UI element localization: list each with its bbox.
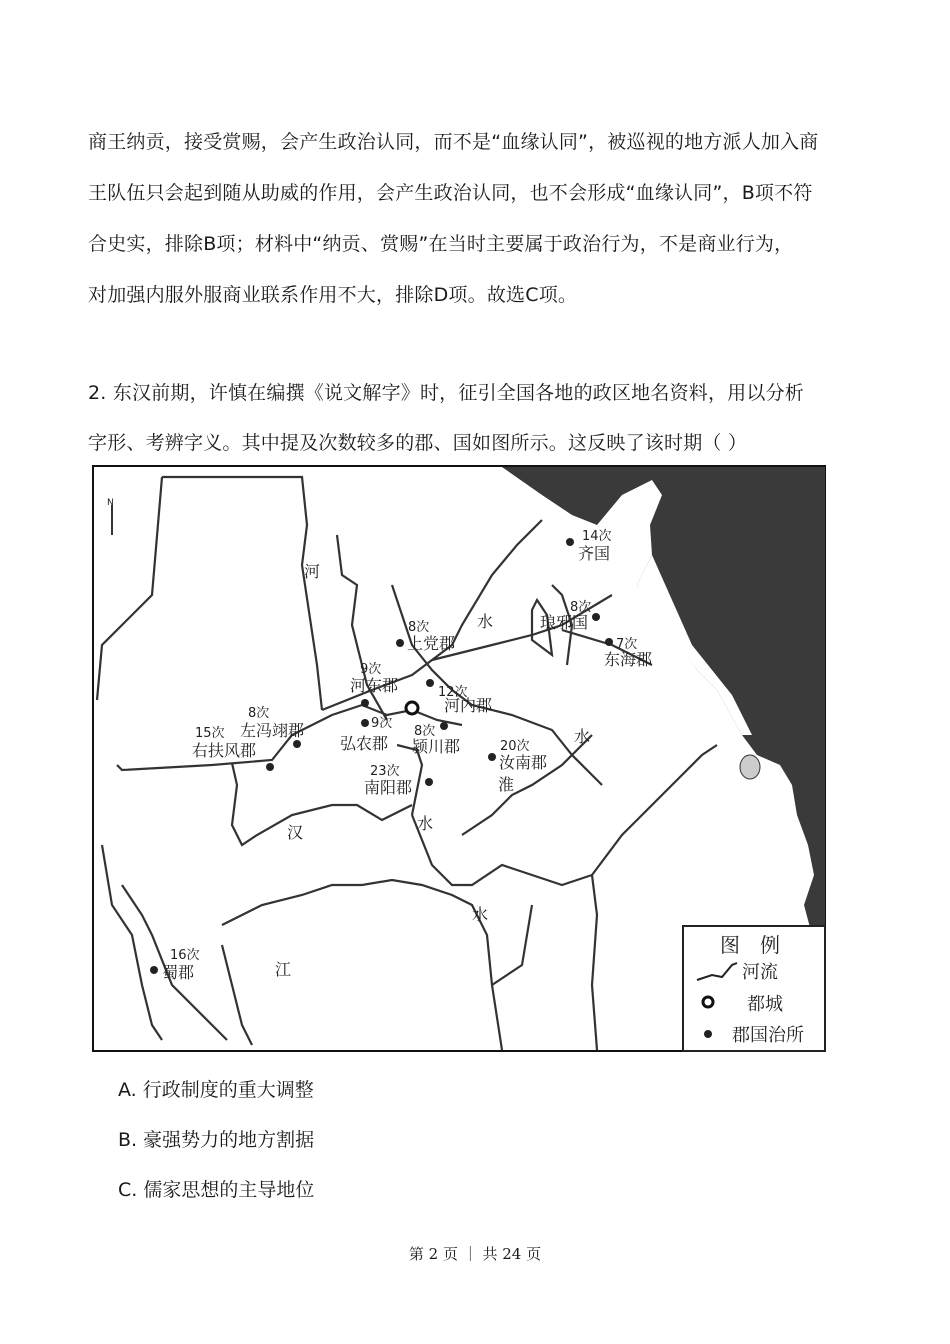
- explanation-line: 对加强内服外服商业联系作用不大，排除D项。故选C项。: [88, 284, 578, 306]
- map-label: 8次: [408, 620, 430, 635]
- map-label: 16次: [170, 948, 200, 963]
- option-b[interactable]: B. 豪强势力的地方割据: [118, 1129, 315, 1151]
- map-label: 9次: [360, 662, 382, 677]
- map-label: 南阳郡: [364, 778, 413, 797]
- map-label: 江: [275, 960, 292, 979]
- map-label: 图 例: [720, 933, 780, 957]
- map-label: 8次: [248, 706, 270, 721]
- question-stem: 字形、考辨字义。其中提及次数较多的郡、国如图所示。这反映了该时期（ ）: [88, 432, 748, 454]
- map-label: 河内郡: [444, 696, 493, 715]
- map-label: 右扶风郡: [192, 741, 257, 760]
- map-label: 14次: [582, 529, 612, 544]
- map-label: 汝南郡: [499, 753, 548, 772]
- map-label: 水: [477, 612, 494, 631]
- map-label: 齐国: [578, 544, 611, 563]
- map-label: 颍川郡: [412, 737, 461, 756]
- map-label: 20次: [500, 739, 530, 754]
- explanation-line: 王队伍只会起到随从助威的作用，会产生政治认同，也不会形成“血缘认同”，B项不符: [88, 182, 813, 204]
- lake: [740, 755, 760, 779]
- map-legend: [683, 926, 825, 1051]
- map-label: 水: [417, 814, 434, 833]
- map-label: 12次: [438, 685, 468, 700]
- map-label: 河流: [742, 962, 778, 983]
- page-footer: 第 2 页 ｜ 共 24 页: [408, 1245, 542, 1263]
- option-c[interactable]: C. 儒家思想的主导地位: [118, 1179, 315, 1201]
- map-label: 汉: [287, 823, 304, 842]
- map-figure: [92, 465, 826, 1052]
- map-label: 水: [472, 905, 489, 924]
- map-label: 弘农郡: [340, 734, 389, 753]
- map-label: 东海郡: [604, 650, 653, 669]
- map-label: 15次: [195, 726, 225, 741]
- explanation-line: 合史实，排除B项；材料中“纳贡、赏赐”在当时主要属于政治行为，不是商业行为，: [88, 233, 794, 255]
- map-label: 淮: [498, 775, 515, 794]
- map-label: 郡国治所: [732, 1025, 804, 1046]
- map-label: 8次: [570, 600, 592, 615]
- map-label: 水: [574, 727, 591, 746]
- map-label: 蜀郡: [162, 963, 195, 982]
- option-a[interactable]: A. 行政制度的重大调整: [118, 1079, 314, 1101]
- map-label: 23次: [370, 764, 400, 779]
- map-label: 7次: [616, 637, 638, 652]
- capital-marker-icon: [406, 702, 418, 714]
- question-stem: 2. 东汉前期，许慎在编撰《说文解字》时，征引全国各地的政区地名资料，用以分析: [88, 382, 804, 404]
- map-label: 河: [304, 562, 321, 581]
- map-label: 河东郡: [350, 676, 399, 695]
- map-label: 左冯翊郡: [240, 721, 305, 740]
- map-label: 都城: [747, 994, 783, 1015]
- map-label: 上党郡: [407, 634, 456, 653]
- map-label: 8次: [414, 724, 436, 739]
- explanation-line: 商王纳贡，接受赏赐，会产生政治认同，而不是“血缘认同”，被巡视的地方派人加入商: [88, 131, 819, 153]
- map-label: 琅邪国: [540, 613, 589, 632]
- map-label: N: [107, 498, 114, 508]
- map-label: 9次: [371, 716, 393, 731]
